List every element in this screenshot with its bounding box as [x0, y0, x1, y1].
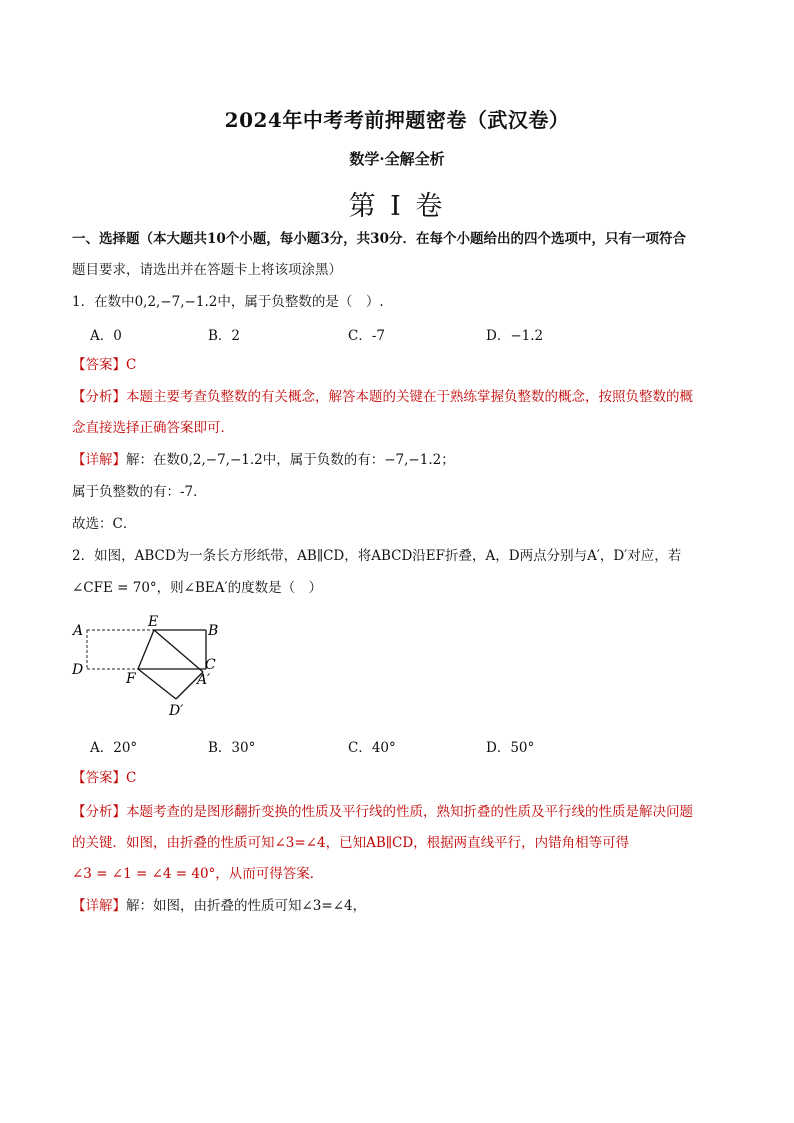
- q2-option-a: A．20°: [90, 740, 138, 756]
- folding-figure: [70, 612, 230, 722]
- q1-detail-line-2: 属于负整数的有：-7．: [72, 484, 207, 500]
- q2-analysis-line-3: ∠3 = ∠1 = ∠4 = 40°，从而可得答案．: [72, 866, 324, 882]
- analysis-text: 本题考查的是图形翻折变换的性质及平行线的性质，熟知折叠的性质及平行线的性质是解决问题: [126, 804, 693, 820]
- label-d-prime: D′: [169, 703, 184, 719]
- q2-option-d: D．50°: [486, 740, 535, 756]
- q2-options: [90, 736, 690, 756]
- q2-answer: [72, 768, 727, 788]
- label-b: B: [208, 623, 219, 639]
- q1-detail-line-1: [72, 450, 727, 470]
- label-e: E: [148, 614, 159, 630]
- q1-answer: [72, 355, 727, 375]
- label-a: A: [73, 623, 84, 639]
- q1-options: [90, 324, 690, 344]
- q2-option-b: B．30°: [208, 740, 256, 756]
- detail-tag: 【详解】: [72, 452, 126, 468]
- answer-value: C: [126, 770, 137, 786]
- q1-stem: 1．在数中0,2,−7,−1.2中，属于负整数的是（ ）.: [72, 294, 384, 310]
- edge-ea-prime: [154, 630, 203, 672]
- analysis-tag: 【分析】: [72, 804, 126, 820]
- q2-stem-line-2: ∠CFE = 70°，则∠BEA′的度数是（ ）: [72, 580, 323, 596]
- q1-option-a: A．0: [90, 328, 122, 344]
- section-instruction-line-2: 题目要求，请选出并在答题卡上将该项涂黑）: [72, 262, 342, 278]
- q1-option-d: D．−1.2: [486, 328, 544, 344]
- section-instruction-line-1: 一、选择题（本大题共10个小题，每小题3分，共30分．在每个小题给出的四个选项中，只有一项符合: [72, 231, 686, 247]
- q2-option-c: C．40°: [348, 740, 396, 756]
- volume-heading: 第 I 卷: [348, 191, 446, 222]
- q2-analysis-line-2: 的关键．如图，由折叠的性质可知∠3=∠4，已知AB∥CD，根据两直线平行，内错角相等可得: [72, 835, 630, 851]
- detail-tag: 【详解】: [72, 898, 126, 914]
- answer-tag: 【答案】: [72, 770, 126, 786]
- analysis-tag: 【分析】: [72, 389, 126, 405]
- q1-option-c: C．-7: [348, 328, 385, 344]
- q2-detail-line-1: [72, 896, 727, 916]
- analysis-text: 本题主要考查负整数的有关概念，解答本题的关键在于熟练掌握负整数的概念，按照负整数的概: [126, 389, 693, 405]
- label-a-prime: A′: [197, 672, 211, 688]
- q1-analysis-line-2: 念直接选择正确答案即可．: [72, 420, 234, 436]
- label-d: D: [72, 662, 84, 678]
- fold-line-ef: [138, 630, 154, 669]
- label-c: C: [205, 657, 216, 673]
- q1-option-b: B．2: [208, 328, 241, 344]
- answer-value: C: [126, 357, 137, 373]
- label-f: F: [126, 671, 136, 687]
- page-subtitle: 数学·全解全析: [349, 150, 445, 168]
- edge-fd-prime: [138, 669, 176, 699]
- q2-analysis-line-1: [72, 802, 727, 822]
- detail-text: 解：在数0,2,−7,−1.2中，属于负数的有：−7,−1.2；: [126, 452, 455, 468]
- q1-analysis-line-1: [72, 387, 727, 407]
- q2-stem-line-1: 2．如图，ABCD为一条长方形纸带，AB∥CD，将ABCD沿EF折叠，A，D两点分别与A′，D′对应，若: [72, 548, 682, 564]
- page-title: 2024年中考考前押题密卷（武汉卷）: [224, 108, 570, 132]
- detail-text: 解：如图，由折叠的性质可知∠3=∠4，: [126, 898, 367, 914]
- q1-detail-line-3: 故选：C．: [72, 516, 137, 532]
- answer-tag: 【答案】: [72, 357, 126, 373]
